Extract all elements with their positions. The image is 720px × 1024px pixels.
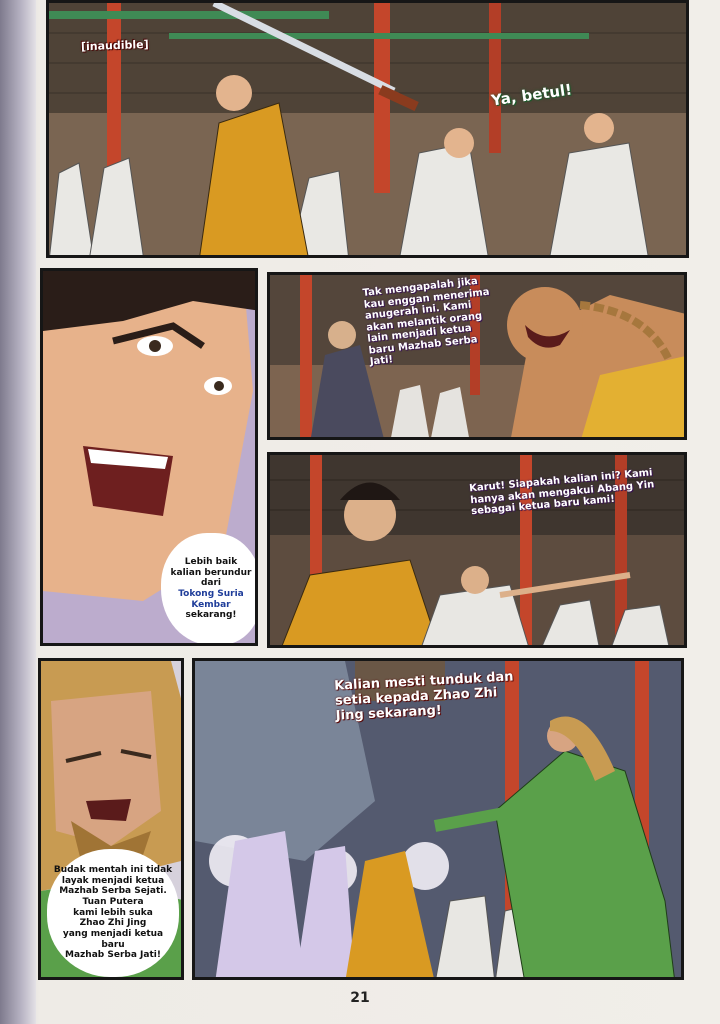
- retreat-temple-name: Tokong Suria Kembar: [178, 589, 244, 610]
- page-number: 21: [350, 990, 370, 1006]
- retreat-line-3: dari: [200, 578, 222, 589]
- caption-top-left: [inaudible]: [80, 37, 149, 54]
- retreat-line-1: Lebih baik: [184, 557, 238, 568]
- blond-line-b: Mazhab Serba Sejati. Tuan Putera: [59, 886, 167, 908]
- attacker-speech: Kalian mesti tunduk dan setia kepada Zhao Zhi Jing sekarang!: [333, 669, 514, 724]
- blond-line-a: Budak mentah ini tidak layak menjadi ketua: [53, 865, 173, 886]
- blond-line-d: Zhao Zhi Jing: [79, 918, 147, 929]
- panel-sword-raised: [46, 0, 689, 258]
- retreat-line-4: sekarang!: [185, 610, 237, 621]
- disciple-speech: Karut! Siapakah kalian ini? Kami hanya akan mengakui Abang Yin sebagai ketua baru kami!: [468, 467, 655, 518]
- speech-bubble-blond: [47, 849, 179, 977]
- book-spine: [0, 0, 36, 1024]
- blond-line-f: Mazhab Serba Jati!: [65, 950, 161, 961]
- retreat-line-2: kalian berundur: [170, 567, 252, 578]
- panel-blond-warrior: [38, 658, 184, 980]
- shout-ya-betul: Ya, betul!: [490, 80, 574, 110]
- blond-line-c: kami lebih suka: [73, 907, 153, 918]
- panel-green-attacker: [192, 658, 684, 980]
- panel-angry-face: [40, 268, 258, 646]
- panel-monk-speaking: [267, 272, 687, 440]
- speech-bubble-retreat: [161, 533, 258, 645]
- panel-disciples-protest: [267, 452, 687, 648]
- blond-line-e: yang menjadi ketua baru: [62, 928, 164, 950]
- monk-speech: Tak mengapalah jika kau enggan menerima anugerah ini. Kami akan melantik orang lain menjadi ketua baru Mazhab Serba Jati!: [362, 275, 491, 368]
